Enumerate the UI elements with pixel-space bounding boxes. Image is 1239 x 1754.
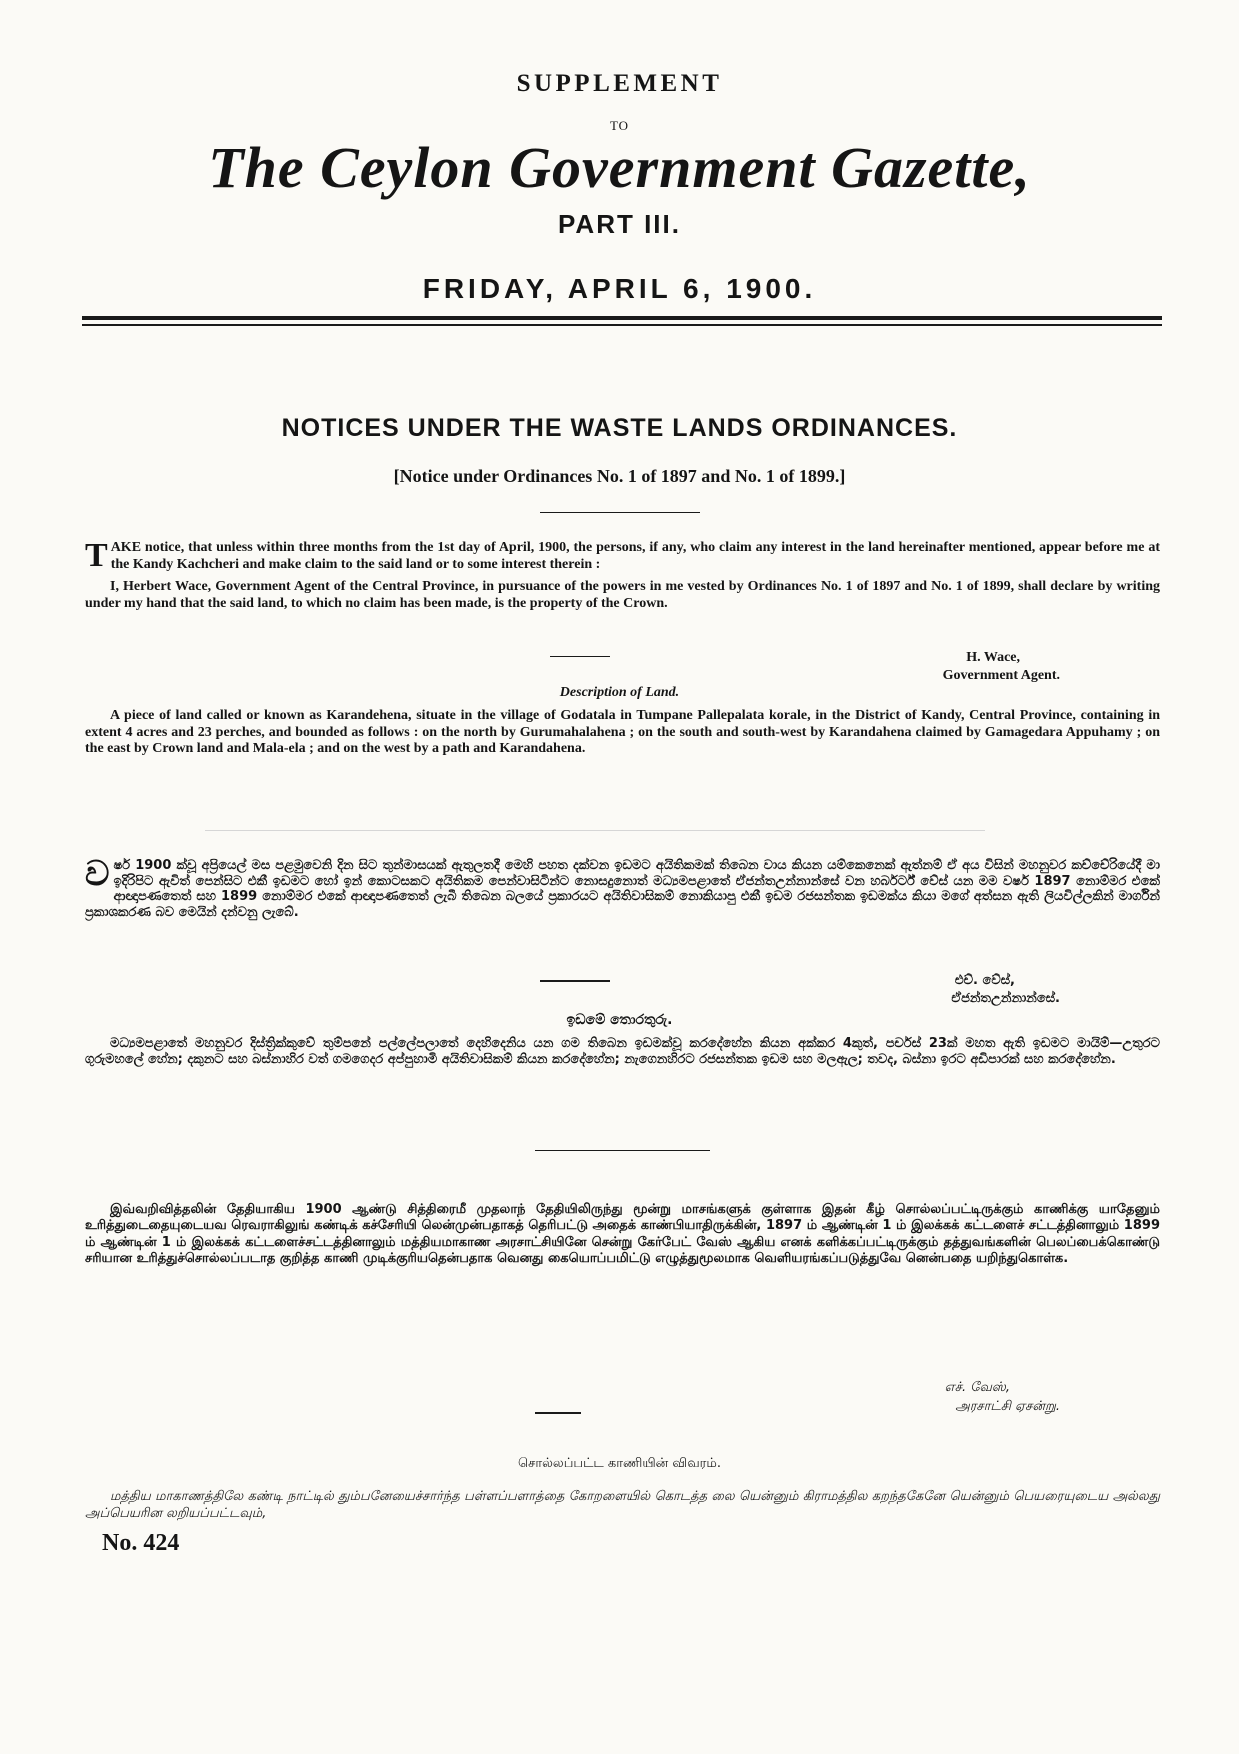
section-subtitle: [Notice under Ordinances No. 1 of 1897 and No. 1 of 1899.]: [393, 466, 846, 486]
faded-divider: [205, 830, 985, 831]
english-signature: [820, 649, 1060, 685]
tamil-description-heading: சொல்லப்பட்ட காணியின் விவரம்.: [518, 1456, 721, 1471]
issue-date: FRIDAY, APRIL 6, 1900.: [422, 273, 817, 304]
description-heading: Description of Land.: [559, 685, 680, 700]
tamil-description: மத்திய மாகாணத்திலே கண்டி நாட்டில் தும்பனேயைச்சார்ந்த பள்ளப்பளாத்தை கோறளையில் கொடத்த லை யென்னும் கிராமத்தில கறந்தகேனே யென்னும் பெயரையுடைய அல்லது அப்பெயரின லறியப்பட்டவும்,: [85, 1489, 1160, 1521]
divider: [550, 656, 610, 657]
header-rule-thick: [82, 316, 1162, 320]
sinhala-description-heading: ඉඩමේ තොරතුරු.: [566, 1012, 673, 1028]
tamil-signature: [800, 1378, 1060, 1416]
page-number: No. 424: [102, 1530, 180, 1556]
sinhala-description: මධ්‍යමපළාතේ මහනුවර දිස්ත්‍රික්කුවේ තුම්පනේ පල්ලේපලාතේ දෙහිදෙනිය යන ගම තිබෙන ඉඩමක්වූ කරදේහේන කියන අක්කර 4කුත්, පර්චස් 23ක් මහත ඇති ඉඩමට මායිම්—උතුරට ගුරුමහලේ හේන; දකුනට සහ බස්නාහිර වත් ගමගෙදර අප්පුහාමි අයිතිවාසිකම් කියන කරදේහේන; නැගෙනහිරට රජසන්තක ඉඩම සහ මලඇල; තවද, බස්නා ඉරට අඩිපාරක් සහ කරදේහේන.: [85, 1036, 1160, 1067]
divider: [540, 512, 700, 513]
english-para-2: I, Herbert Wace, Government Agent of the Central Province, in pursuance of the powers in me vested by Ordinances No. 1 of 1897 and No. 1 of 1899, shall declare by writing under my hand that the said land, to which no claim has been made, is the property of the Crown.: [85, 579, 1160, 611]
divider: [535, 1412, 581, 1414]
drop-cap: T: [85, 537, 108, 574]
sinhala-signature: [800, 972, 1060, 1008]
signature-name: H. Wace,: [966, 650, 1020, 665]
tamil-notice: இவ்வறிவித்தலின் தேதியாகிய 1900 ஆண்டு சித்திரைமீ முதலாந் தேதியிலிருந்து மூன்று மாசங்களுக் குள்ளாக இதன் கீழ் சொல்லப்பட்டிருக்கும் காணிக்கு யாதேனும் உரித்துடைதையுடையவ ரெவராகிலுங் கண்டிக் கச்சேரியி லென்முன்பதாகத் தெரிபட்டு அதைக் காண்பியாதிருக்கின், 1897 ம் ஆண்டின் 1 ம் இலக்கக் கட்டளைச் சட்டத்தினாலும் 1899 ம் ஆண்டின் 1 ம் இலக்கக் கட்டளைச்சட்டத்தினாலும் மத்தியமாகாண அரசாட்சியினே சென்று கேர்பேட் வேஸ் ஆகிய எனக் களிக்கப்பட்டிருக்கும் தத்துவங்களின் பெலப்பைக்கொண்டு சரியான உரித்துச்சொல்லப்படாத குறித்த காணி முடிக்குரியதென்பதாக வெனது கையொப்பமிட்டு எழுத்துமூலமாக வெளியரங்கப்படுத்துவே னென்பதை யறிந்துகொள்க.: [85, 1202, 1160, 1267]
signature-name: එච්. වේස්,: [954, 973, 1015, 988]
signature-name: எச். வேஸ்,: [944, 1380, 1010, 1395]
english-description: A piece of land called or known as Karandehena, situate in the village of Godatala in Tumpane Pallepalata korale, in the District of Kandy, Central Province, containing in extent 4 acres and 23 perches, and bounded as follows : on the north by Gurumahalahena ; on the south and south-west by Karandahena claimed by Gamagedara Appuhamy ; on the east by Crown land and Mala-ela ; and on the west by a path and Karandahena.: [85, 708, 1160, 756]
signature-title: ඒජන්තඋන්නාන්සේ.: [951, 991, 1060, 1006]
section-title: NOTICES UNDER THE WASTE LANDS ORDINANCES.: [281, 414, 958, 442]
supplement-heading: SUPPLEMENT: [516, 70, 723, 97]
divider: [535, 1150, 710, 1151]
part-label: PART III.: [558, 209, 681, 239]
gazette-title: The Ceylon Government Gazette,: [208, 135, 1031, 200]
header-rule-thin: [82, 324, 1162, 326]
signature-title: Government Agent.: [942, 668, 1060, 683]
sinhala-notice: වර්ෂ 1900 ක්වූ අප්‍රියෙල් මස පළමුවෙනි දින සිට තුන්මාසයක් ඇතුලතදී මෙහි පහත දක්වන ඉඩමට අයිතිකමක් තිබෙන වාය කියන යම්කෙනෙක් ඇත්නම් ඒ අය විසින් මහනුවර කච්චේරියේදී මා ඉදිරිපිට ඇවිත් පෙන්සිට එකී ඉඩමට හෝ ඉන් කොටසකට අයිතිකම පෙන්වාසිටින්ට නොසදුනොත් මධ්‍යමපළාතේ ඒජන්තඋන්නාන්සේ වන හර්බර්ට් වේස් යන මම වර්ෂ 1897 නොම්මර එකේ ආඥාපණතෙත් සහ 1899 නොම්මර එකේ ආඥාපණතෙත් ලැබී තිබෙන බලයේ ප්‍රකාරයට අයිතිවාසිකම් නොකියාපු එකී ඉඩම රජසන්තක ඉඩමක්ය කියා මගේ අත්සන ඇති ලියවිල්ලකින් මාර්ගින් ප්‍රකාශකරණ බව මෙයින් දන්වනු ලැබේ.: [85, 854, 1160, 920]
to-label: TO: [609, 118, 630, 133]
signature-title: அரசாட்சி ஏசன்று.: [955, 1399, 1060, 1414]
divider: [540, 980, 610, 982]
english-notice: [85, 537, 1160, 612]
sinhala-drop-cap: ව: [85, 854, 110, 894]
english-para-1: TAKE notice, that unless within three months from the 1st day of April, 1900, the persons, if any, who claim any interest in the land hereinafter mentioned, appear before me at the Kandy Kachcheri and make claim to the said land or to some interest therein :: [85, 537, 1160, 574]
